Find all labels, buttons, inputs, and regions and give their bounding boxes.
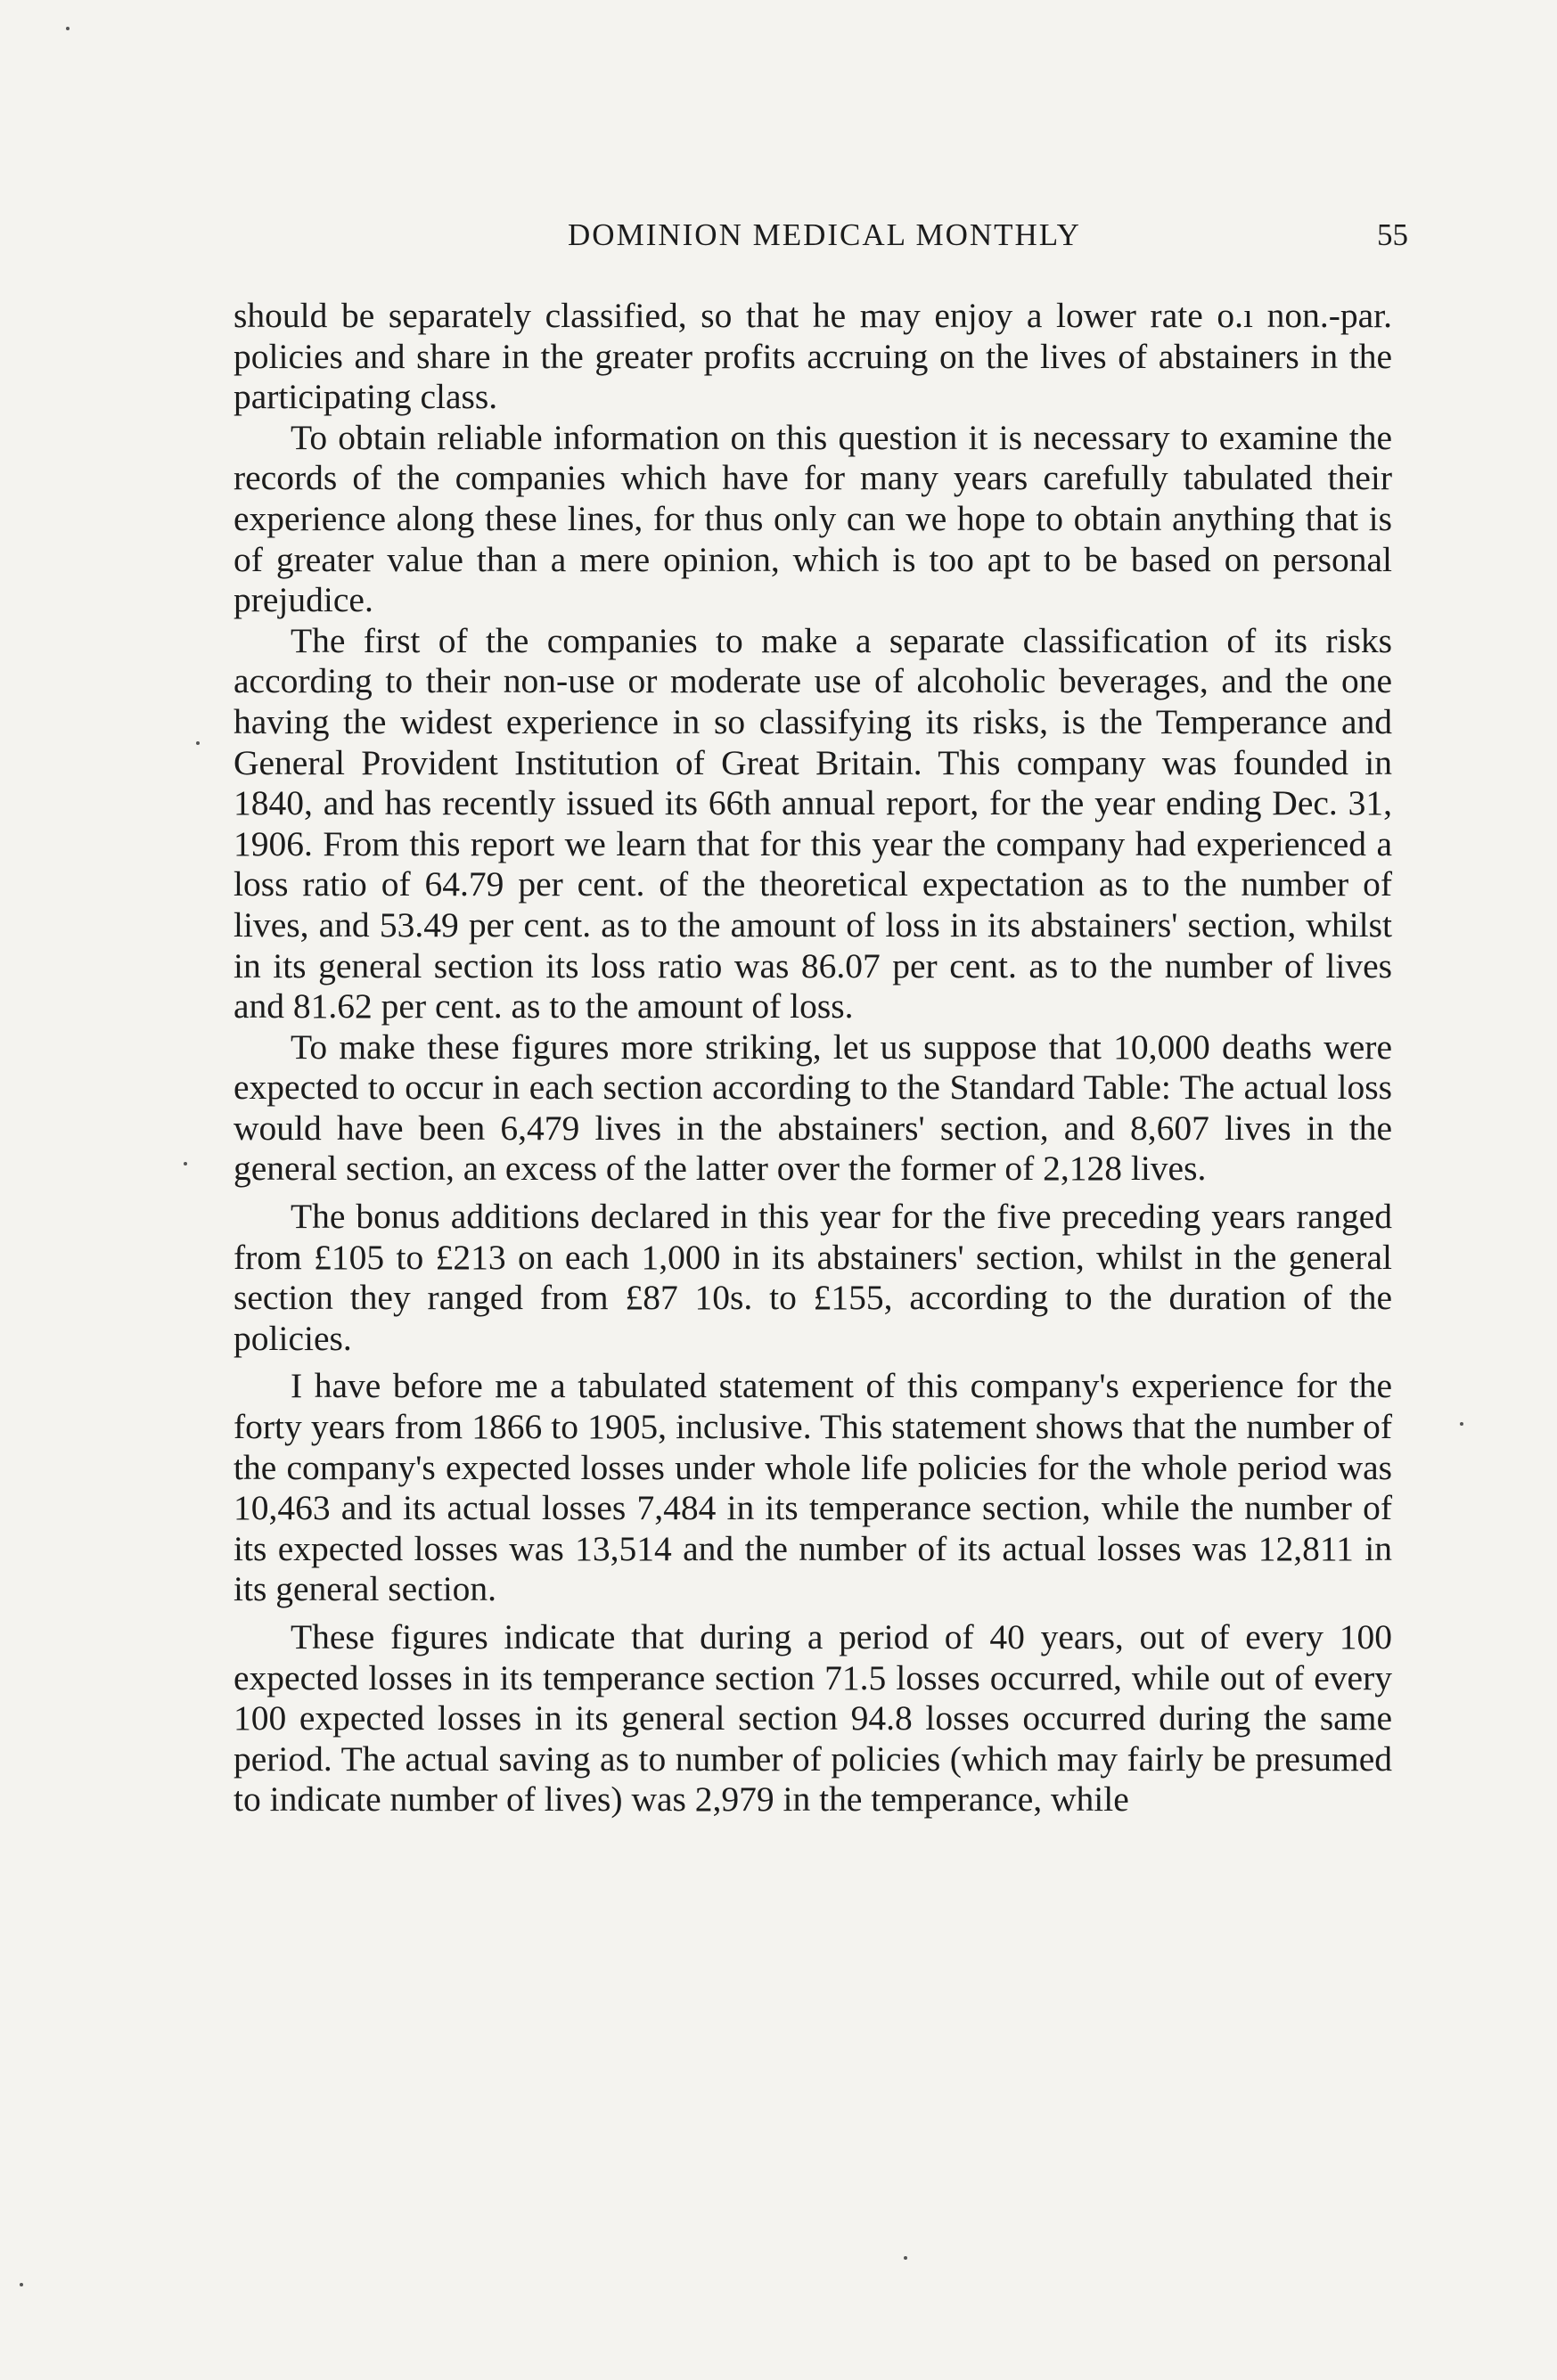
- paragraph-3: The first of the companies to make a separate classification of its risks according to their non-use or moderate use of alcoholic beverages, and the one having the widest experience in so classifying its risks, is the Temperance and General Provident Institution of Great Britain. This company was founded in 1840, and has recently issued its 66th annual report, for the year ending Dec. 31, 1906. From this report we learn that for this year the company had experienced a loss ratio of 64.79 per cent. of the theoretical expectation as to the number of lives, and 53.49 per cent. as to the amount of loss in its abstainers' section, whilst in its general section its loss ratio was 86.07 per cent. as to the number of lives and 81.62 per cent. as to the amount of loss.: [234, 620, 1392, 1026]
- scan-speck: [66, 27, 70, 30]
- scan-speck: [20, 2283, 23, 2286]
- running-title: DOMINION MEDICAL MONTHLY: [568, 217, 1081, 252]
- paragraph-4: To make these figures more striking, let us suppose that 10,000 deaths were expected to occur in each section according to the Standard Table: The actual loss would have been 6,479 lives in the abstainers' section, and 8,607 lives in the general section, an excess of the latter over the former of 2,128 lives.: [234, 1026, 1392, 1189]
- scan-speck: [184, 1162, 187, 1165]
- paragraph-6: I have before me a tabulated statement of this company's experience for the forty years from 1866 to 1905, inclusive. This statement shows that the number of the company's expected losses under whole life policies for the whole period was 10,463 and its actual losses 7,484 in its temperance section, while the number of its expected losses was 13,514 and the number of its actual losses was 12,811 in its general section.: [234, 1366, 1392, 1609]
- body-text: [234, 296, 1392, 1820]
- paragraph-1: should be separately classified, so that he may enjoy a lower rate o.ı non.-par. policies and share in the greater profits accruing on the lives of abstainers in the participating class.: [234, 296, 1392, 417]
- running-head: [241, 214, 1408, 258]
- paragraph-7: These figures indicate that during a period of 40 years, out of every 100 expected losses in its temperance section 71.5 losses occurred, while out of every 100 expected losses in its general section 94.8 losses occurred during the same period. The actual saving as to number of policies (which may fairly be presumed to indicate number of lives) was 2,979 in the temperance, while: [234, 1617, 1392, 1820]
- paragraph-5: The bonus additions declared in this year for the five preceding years ranged from £105 to £213 on each 1,000 in its abstainers' section, whilst in the general section they ranged from £87 10s. to £155, according to the duration of the policies.: [234, 1197, 1392, 1358]
- scan-speck: [1460, 1422, 1463, 1426]
- page-number: 55: [1377, 217, 1408, 252]
- scan-speck: [904, 2256, 907, 2260]
- paragraph-2: To obtain reliable information on this question it is necessary to examine the records of the companies which have for many years carefully tabulated their experience along these lines, for thus only can we hope to obtain anything that is of greater value than a mere opinion, which is too apt to be based on personal prejudice.: [234, 417, 1392, 620]
- scan-speck: [196, 741, 200, 745]
